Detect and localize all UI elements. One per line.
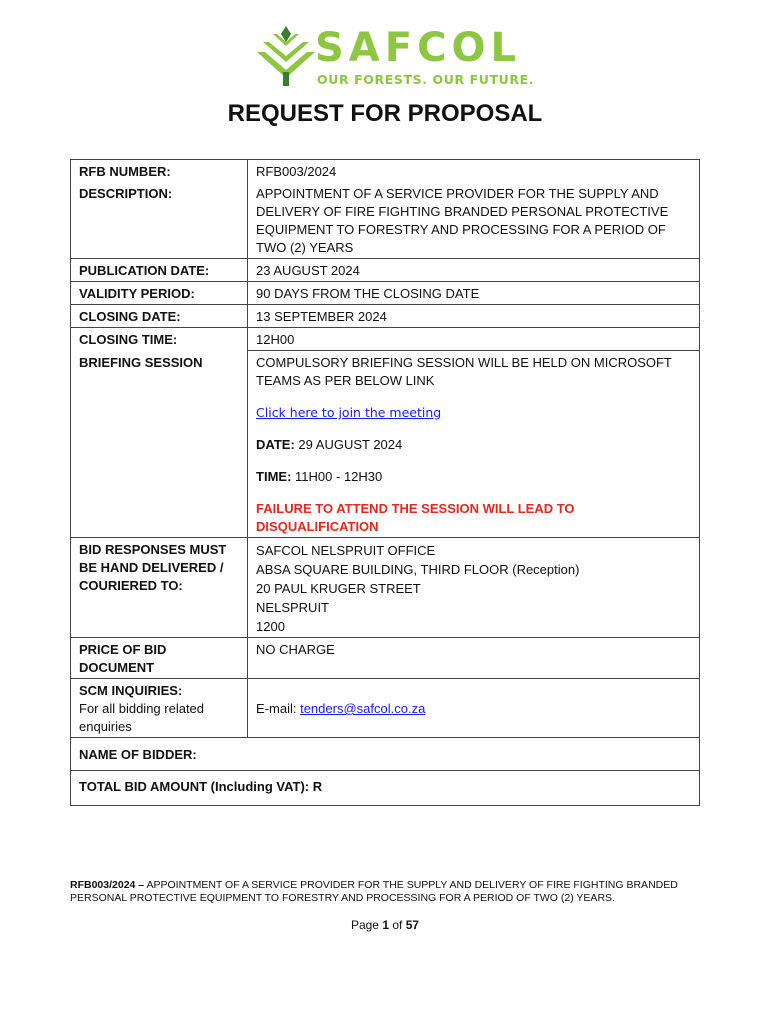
price-value: NO CHARGE xyxy=(248,638,700,679)
safcol-logo xyxy=(255,22,535,90)
table-row xyxy=(71,305,700,328)
footer-rfb-ref: RFB003/2024 – xyxy=(70,879,145,891)
table-row xyxy=(71,182,700,259)
price-label: PRICE OF BID DOCUMENT xyxy=(71,638,248,679)
page-prefix: Page xyxy=(350,918,383,932)
briefing-time-value: 11H00 - 12H30 xyxy=(295,469,383,484)
address-line: 20 PAUL KRUGER STREET xyxy=(256,581,421,596)
publication-date-value: 23 AUGUST 2024 xyxy=(248,259,700,282)
table-row xyxy=(71,638,700,679)
table-row xyxy=(71,538,700,638)
publication-date-label: PUBLICATION DATE: xyxy=(71,259,248,282)
email-label: E-mail: xyxy=(256,701,301,716)
rfb-number-value: RFB003/2024 xyxy=(248,160,700,183)
briefing-date xyxy=(256,437,402,452)
scm-inquiries-label: SCM INQUIRIES: xyxy=(79,683,183,698)
page-current: 1 xyxy=(382,918,389,932)
email-link[interactable]: tenders@safcol.co.za xyxy=(300,701,426,716)
description-label: DESCRIPTION: xyxy=(71,182,248,259)
page-number xyxy=(0,918,770,932)
address-line: SAFCOL NELSPRUIT OFFICE xyxy=(256,543,436,558)
briefing-session-details xyxy=(248,351,700,538)
page-title: REQUEST FOR PROPOSAL xyxy=(227,100,543,127)
scm-inquiries-cell xyxy=(71,679,248,738)
description-value: APPOINTMENT OF A SERVICE PROVIDER FOR THE SUPPLY AND DELIVERY OF FIRE FIGHTING BRANDED PERSONAL PROTECTIVE EQUIPMENT TO FORESTRY AND PROCESSING FOR A PERIOD OF TWO (2) YEARS xyxy=(248,182,700,259)
closing-date-label: CLOSING DATE: xyxy=(71,305,248,328)
table-row xyxy=(71,771,700,806)
briefing-date-label: DATE: xyxy=(256,437,295,452)
table-row xyxy=(71,679,700,738)
rfp-details-table xyxy=(70,159,700,806)
address-line: NELSPRUIT xyxy=(256,600,329,615)
closing-time-value: 12H00 xyxy=(248,328,700,351)
join-meeting-link[interactable]: Click here to join the meeting xyxy=(256,405,442,420)
tree-emblem-icon xyxy=(255,22,317,88)
briefing-session-label: BRIEFING SESSION xyxy=(71,351,248,538)
validity-period-value: 90 DAYS FROM THE CLOSING DATE xyxy=(248,282,700,305)
bid-responses-label: BID RESPONSES MUST BE HAND DELIVERED / COURIERED TO: xyxy=(71,538,248,638)
closing-time-label: CLOSING TIME: xyxy=(71,328,248,351)
scm-inquiries-sublabel: For all bidding related enquiries xyxy=(79,701,205,734)
footer-description: APPOINTMENT OF A SERVICE PROVIDER FOR THE SUPPLY AND DELIVERY OF FIRE FIGHTING BRANDED PERSONAL PROTECTIVE EQUIPMENT TO FORESTRY AND PROCESSING FOR A PERIOD OF TWO (2) YEARS. xyxy=(70,879,678,904)
logo-wordmark: SAFCOL xyxy=(315,25,521,71)
logo-tagline: OUR FORESTS. OUR FUTURE. xyxy=(317,72,535,87)
table-row xyxy=(71,160,700,183)
table-row xyxy=(71,282,700,305)
delivery-address xyxy=(248,538,700,638)
briefing-time-label: TIME: xyxy=(256,469,292,484)
table-row xyxy=(71,738,700,771)
scm-email-cell xyxy=(248,679,700,738)
briefing-time xyxy=(256,469,382,484)
table-row xyxy=(71,328,700,351)
rfb-number-label: RFB NUMBER: xyxy=(71,160,248,183)
name-of-bidder-label: NAME OF BIDDER: xyxy=(71,738,700,771)
table-row xyxy=(71,351,700,538)
validity-period-label: VALIDITY PERIOD: xyxy=(71,282,248,305)
closing-date-value: 13 SEPTEMBER 2024 xyxy=(248,305,700,328)
briefing-date-value: 29 AUGUST 2024 xyxy=(298,437,403,452)
address-line: ABSA SQUARE BUILDING, THIRD FLOOR (Reception) xyxy=(256,562,580,577)
table-row xyxy=(71,259,700,282)
total-bid-amount-label: TOTAL BID AMOUNT (Including VAT): R xyxy=(71,771,700,806)
footer-reference xyxy=(70,879,700,905)
page-total: 57 xyxy=(405,918,420,932)
disqualification-warning: FAILURE TO ATTEND THE SESSION WILL LEAD TO DISQUALIFICATION xyxy=(256,501,575,534)
briefing-intro: COMPULSORY BRIEFING SESSION WILL BE HELD ON MICROSOFT TEAMS AS PER BELOW LINK xyxy=(256,355,672,388)
address-line: 1200 xyxy=(256,619,285,634)
page-of: of xyxy=(389,918,406,932)
